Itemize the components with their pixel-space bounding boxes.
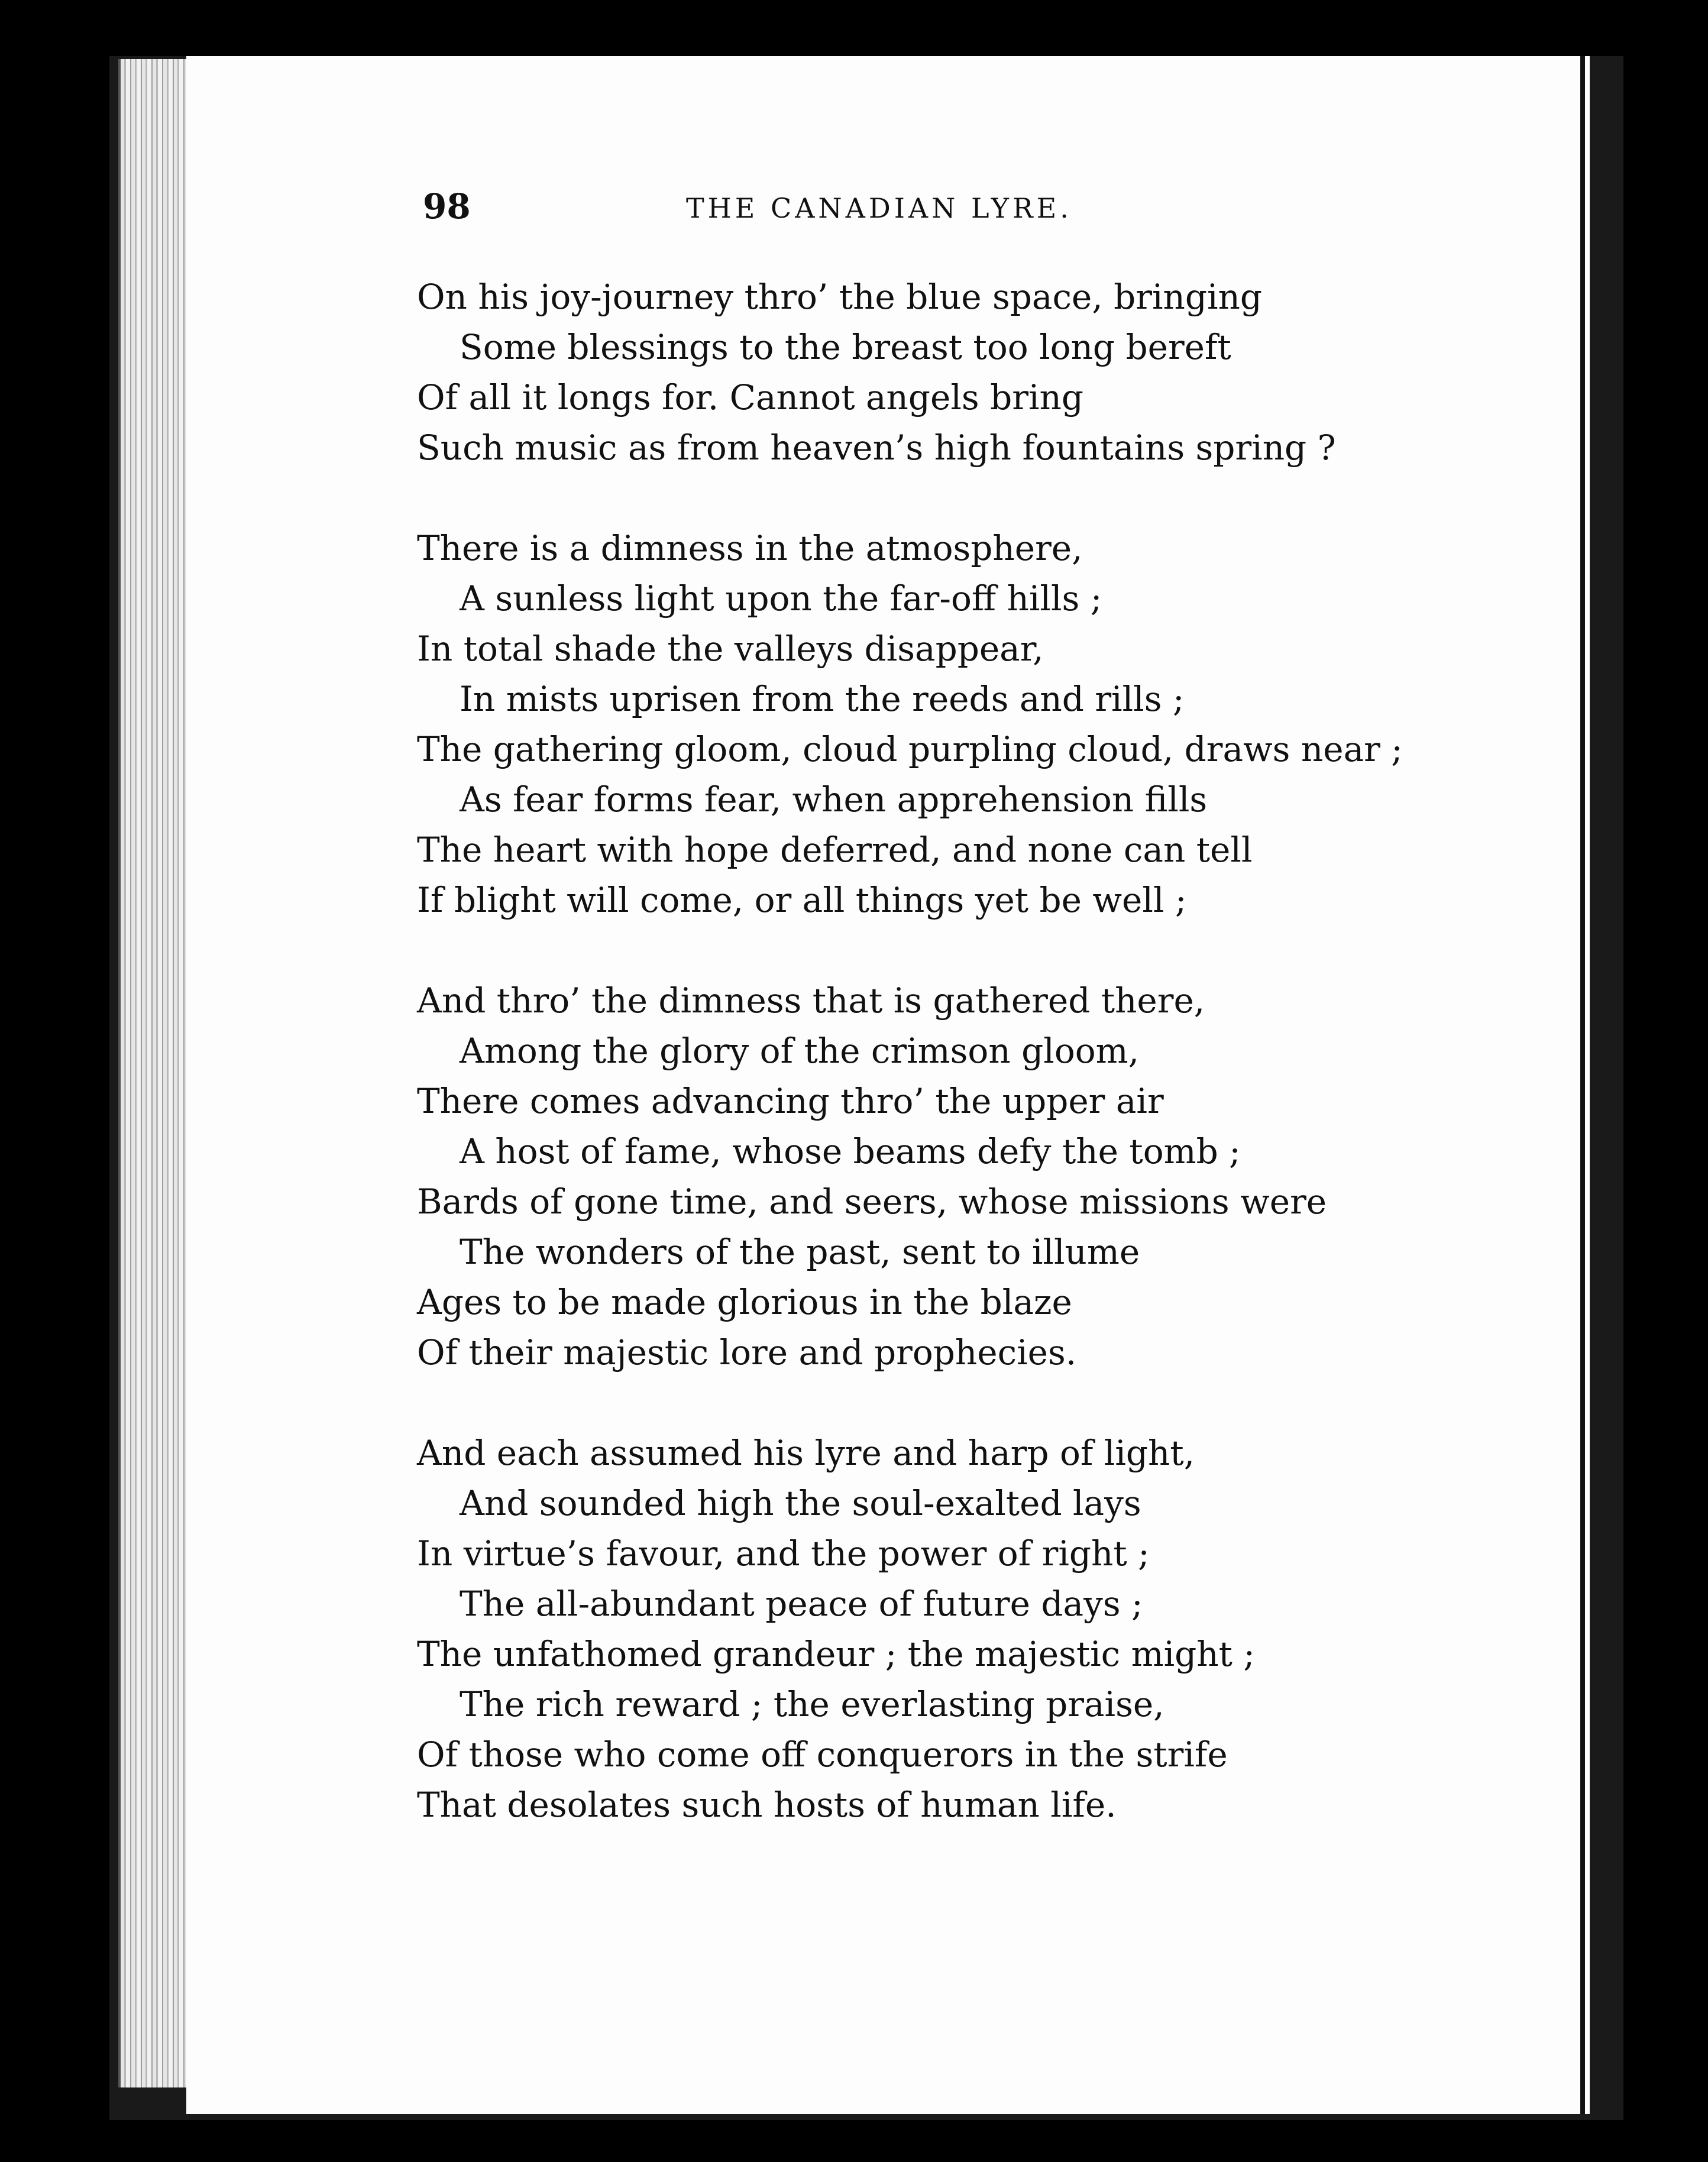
poem-line: In virtue’s favour, and the power of right ; — [417, 1533, 1150, 1574]
poem-line: Bards of gone time, and seers, whose missions were — [417, 1182, 1327, 1222]
poem-line: Such music as from heaven’s high fountains spring ? — [417, 428, 1336, 468]
poem-body — [417, 272, 1452, 1881]
poem-line: Of those who come off conquerors in the strife — [417, 1734, 1228, 1775]
poem-line: There comes advancing thro’ the upper air — [417, 1081, 1164, 1121]
stanza — [417, 272, 1452, 473]
stanza — [417, 976, 1452, 1378]
stanza — [417, 1428, 1452, 1830]
poem-line: In mists uprisen from the reeds and rills ; — [460, 679, 1185, 719]
poem-line: The wonders of the past, sent to illume — [460, 1232, 1140, 1272]
poem-line: If blight will come, or all things yet be well ; — [417, 880, 1187, 920]
poem-line: On his joy-journey thro’ the blue space, bringing — [417, 277, 1263, 317]
poem-line: A sunless light upon the far-off hills ; — [460, 578, 1102, 619]
poem-line: The rich reward ; the everlasting praise, — [460, 1684, 1164, 1724]
page-right-border — [1580, 56, 1585, 2114]
stanza — [417, 523, 1452, 925]
poem-line: The unfathomed grandeur ; the majestic might ; — [417, 1634, 1255, 1674]
poem-line: That desolates such hosts of human life. — [417, 1785, 1117, 1825]
poem-line: Of their majestic lore and prophecies. — [417, 1332, 1077, 1373]
poem-line: Ages to be made glorious in the blaze — [417, 1282, 1072, 1322]
poem-line: The all-abundant peace of future days ; — [460, 1584, 1143, 1624]
poem-line: The gathering gloom, cloud purpling cloud, draws near ; — [417, 729, 1403, 769]
poem-line: There is a dimness in the atmosphere, — [417, 528, 1083, 568]
poem-line: And each assumed his lyre and harp of light, — [417, 1433, 1195, 1473]
page-edges-stack — [118, 59, 189, 2087]
poem-line: As fear forms fear, when apprehension fills — [460, 779, 1208, 820]
poem-line: And sounded high the soul-exalted lays — [460, 1483, 1141, 1523]
poem-line: A host of fame, whose beams defy the tomb ; — [460, 1131, 1241, 1171]
poem-line: Some blessings to the breast too long bereft — [460, 327, 1231, 367]
poem-line: And thro’ the dimness that is gathered there, — [417, 980, 1205, 1021]
running-title: THE CANADIAN LYRE. — [686, 192, 1072, 224]
page-header — [237, 186, 1331, 234]
poem-line: The heart with hope deferred, and none can tell — [417, 830, 1253, 870]
page-number: 98 — [423, 186, 471, 226]
poem-line: Among the glory of the crimson gloom, — [460, 1031, 1140, 1071]
poem-line: In total shade the valleys disappear, — [417, 629, 1044, 669]
poem-line: Of all it longs for. Cannot angels bring — [417, 377, 1083, 417]
